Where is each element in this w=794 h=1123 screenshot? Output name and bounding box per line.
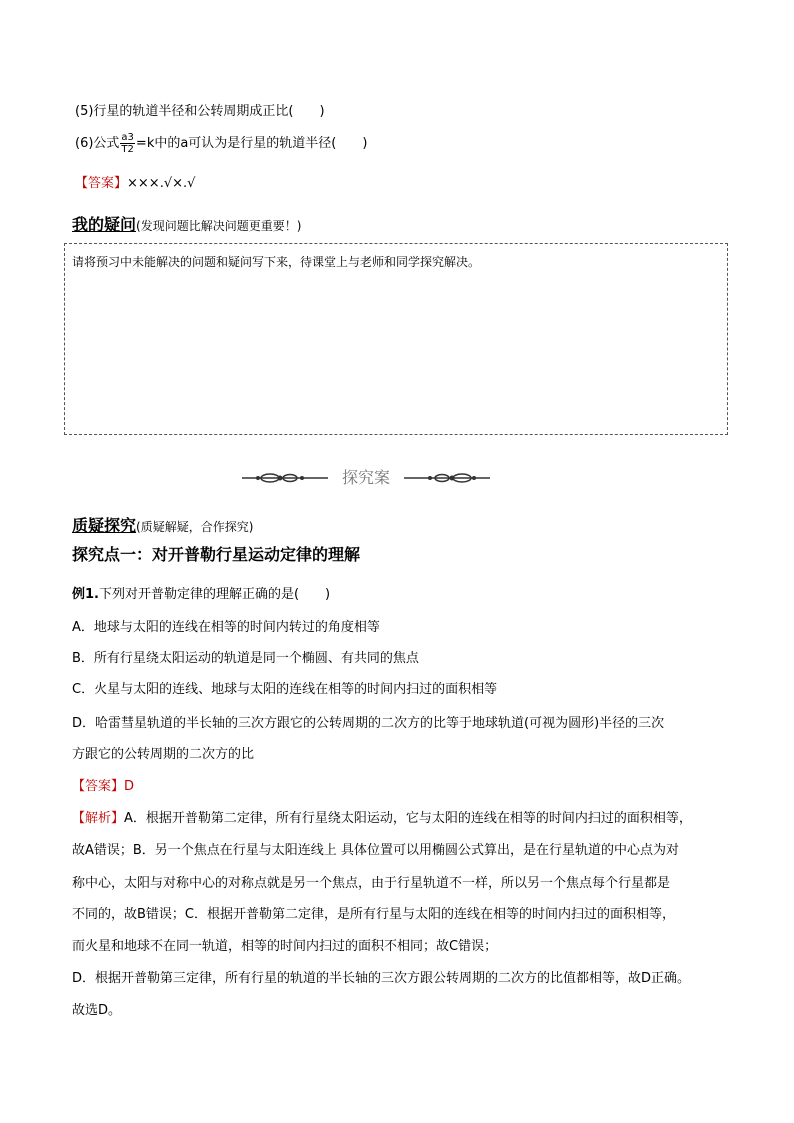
- question-input-box[interactable]: [64, 243, 728, 435]
- answer-label: 【答案】: [75, 176, 128, 191]
- question-section-subtitle: (发现问题比解决问题更重要！): [136, 219, 302, 233]
- item-5: (5)行星的轨道半径和公转周期成正比( ): [75, 104, 325, 119]
- analysis-text: A．根据开普勒第二定律，所有行星绕太阳运动，它与太阳的连线在相等的时间内扫过的面积相等，: [124, 811, 692, 826]
- section-banner: [240, 466, 492, 490]
- answer-line: [75, 176, 195, 192]
- question-section-title: 我的疑问: [72, 215, 137, 234]
- formula-denominator: T2: [121, 144, 134, 155]
- explore-section-header: [72, 513, 253, 536]
- analysis-line-5: 而火星和地球不在同一轨道，相等的时间内扫过的面积不相同；故C错误；: [72, 939, 498, 954]
- analysis-line-1: [72, 811, 692, 827]
- example-stem-line: [72, 587, 330, 603]
- example-label: 例1.: [72, 587, 99, 602]
- option-a: A．地球与太阳的连线在相等的时间内转过的角度相等: [72, 620, 380, 635]
- item-6-prefix: (6)公式: [75, 136, 120, 151]
- example-answer-label: 【答案】: [72, 779, 125, 794]
- item-6-suffix: =k中的a可认为是行星的轨道半径( ): [135, 136, 368, 151]
- analysis-label: 【解析】: [72, 811, 125, 826]
- analysis-line-3: 称中心，太阳与对称中心的对称点就是另一个焦点，由于行星轨道不一样，所以另一个焦点每个行星都是: [72, 876, 671, 891]
- option-d: D．哈雷彗星轨道的半长轴的三次方跟它的公转周期的二次方的比等于地球轨道(可视为圆形)半径的三次: [72, 716, 665, 731]
- formula-numerator: a3: [121, 132, 134, 143]
- analysis-line-4: 不同的，故B错误；C．根据开普勒第二定律，是所有行星与太阳的连线在相等的时间内扫过的面积相等，: [72, 907, 675, 922]
- example-answer-line: [72, 779, 134, 795]
- question-box-instruction: 请将预习中未能解决的问题和疑问写下来，待课堂上与老师和同学探究解决。: [72, 255, 481, 269]
- answer-value: ×××.√×.√: [127, 176, 196, 191]
- option-d-cont: 方跟它的公转周期的二次方的比: [72, 747, 255, 762]
- explore-section-title: 质疑探究: [72, 516, 137, 535]
- option-b: B．所有行星绕太阳运动的轨道是同一个椭圆、有共同的焦点: [72, 651, 419, 666]
- question-section-header: [72, 212, 301, 235]
- ornament-right-icon: [402, 466, 492, 490]
- item-6: [75, 132, 367, 155]
- analysis-line-2: 故A错误；B．另一个焦点在行星与太阳连线上 具体位置可以用椭圆公式算出，是在行星轨道的中心点为对: [72, 843, 679, 858]
- example-stem: 下列对开普勒定律的理解正确的是( ): [98, 587, 331, 602]
- banner-title: 探究案: [341, 468, 390, 487]
- explore-section-subtitle: (质疑解疑，合作探究): [136, 520, 254, 534]
- explore-point-title: 探究点一：对开普勒行星运动定律的理解: [72, 545, 361, 564]
- analysis-line-6: D．根据开普勒第三定律，所有行星的轨道的半长轴的三次方跟公转周期的二次方的比值都相等，故D正确。: [72, 971, 691, 986]
- option-c: C．火星与太阳的连线、地球与太阳的连线在相等的时间内扫过的面积相等: [72, 682, 498, 697]
- example-answer-value: D: [124, 779, 135, 794]
- analysis-line-7: 故选D。: [72, 1003, 122, 1018]
- formula-fraction: [120, 132, 135, 155]
